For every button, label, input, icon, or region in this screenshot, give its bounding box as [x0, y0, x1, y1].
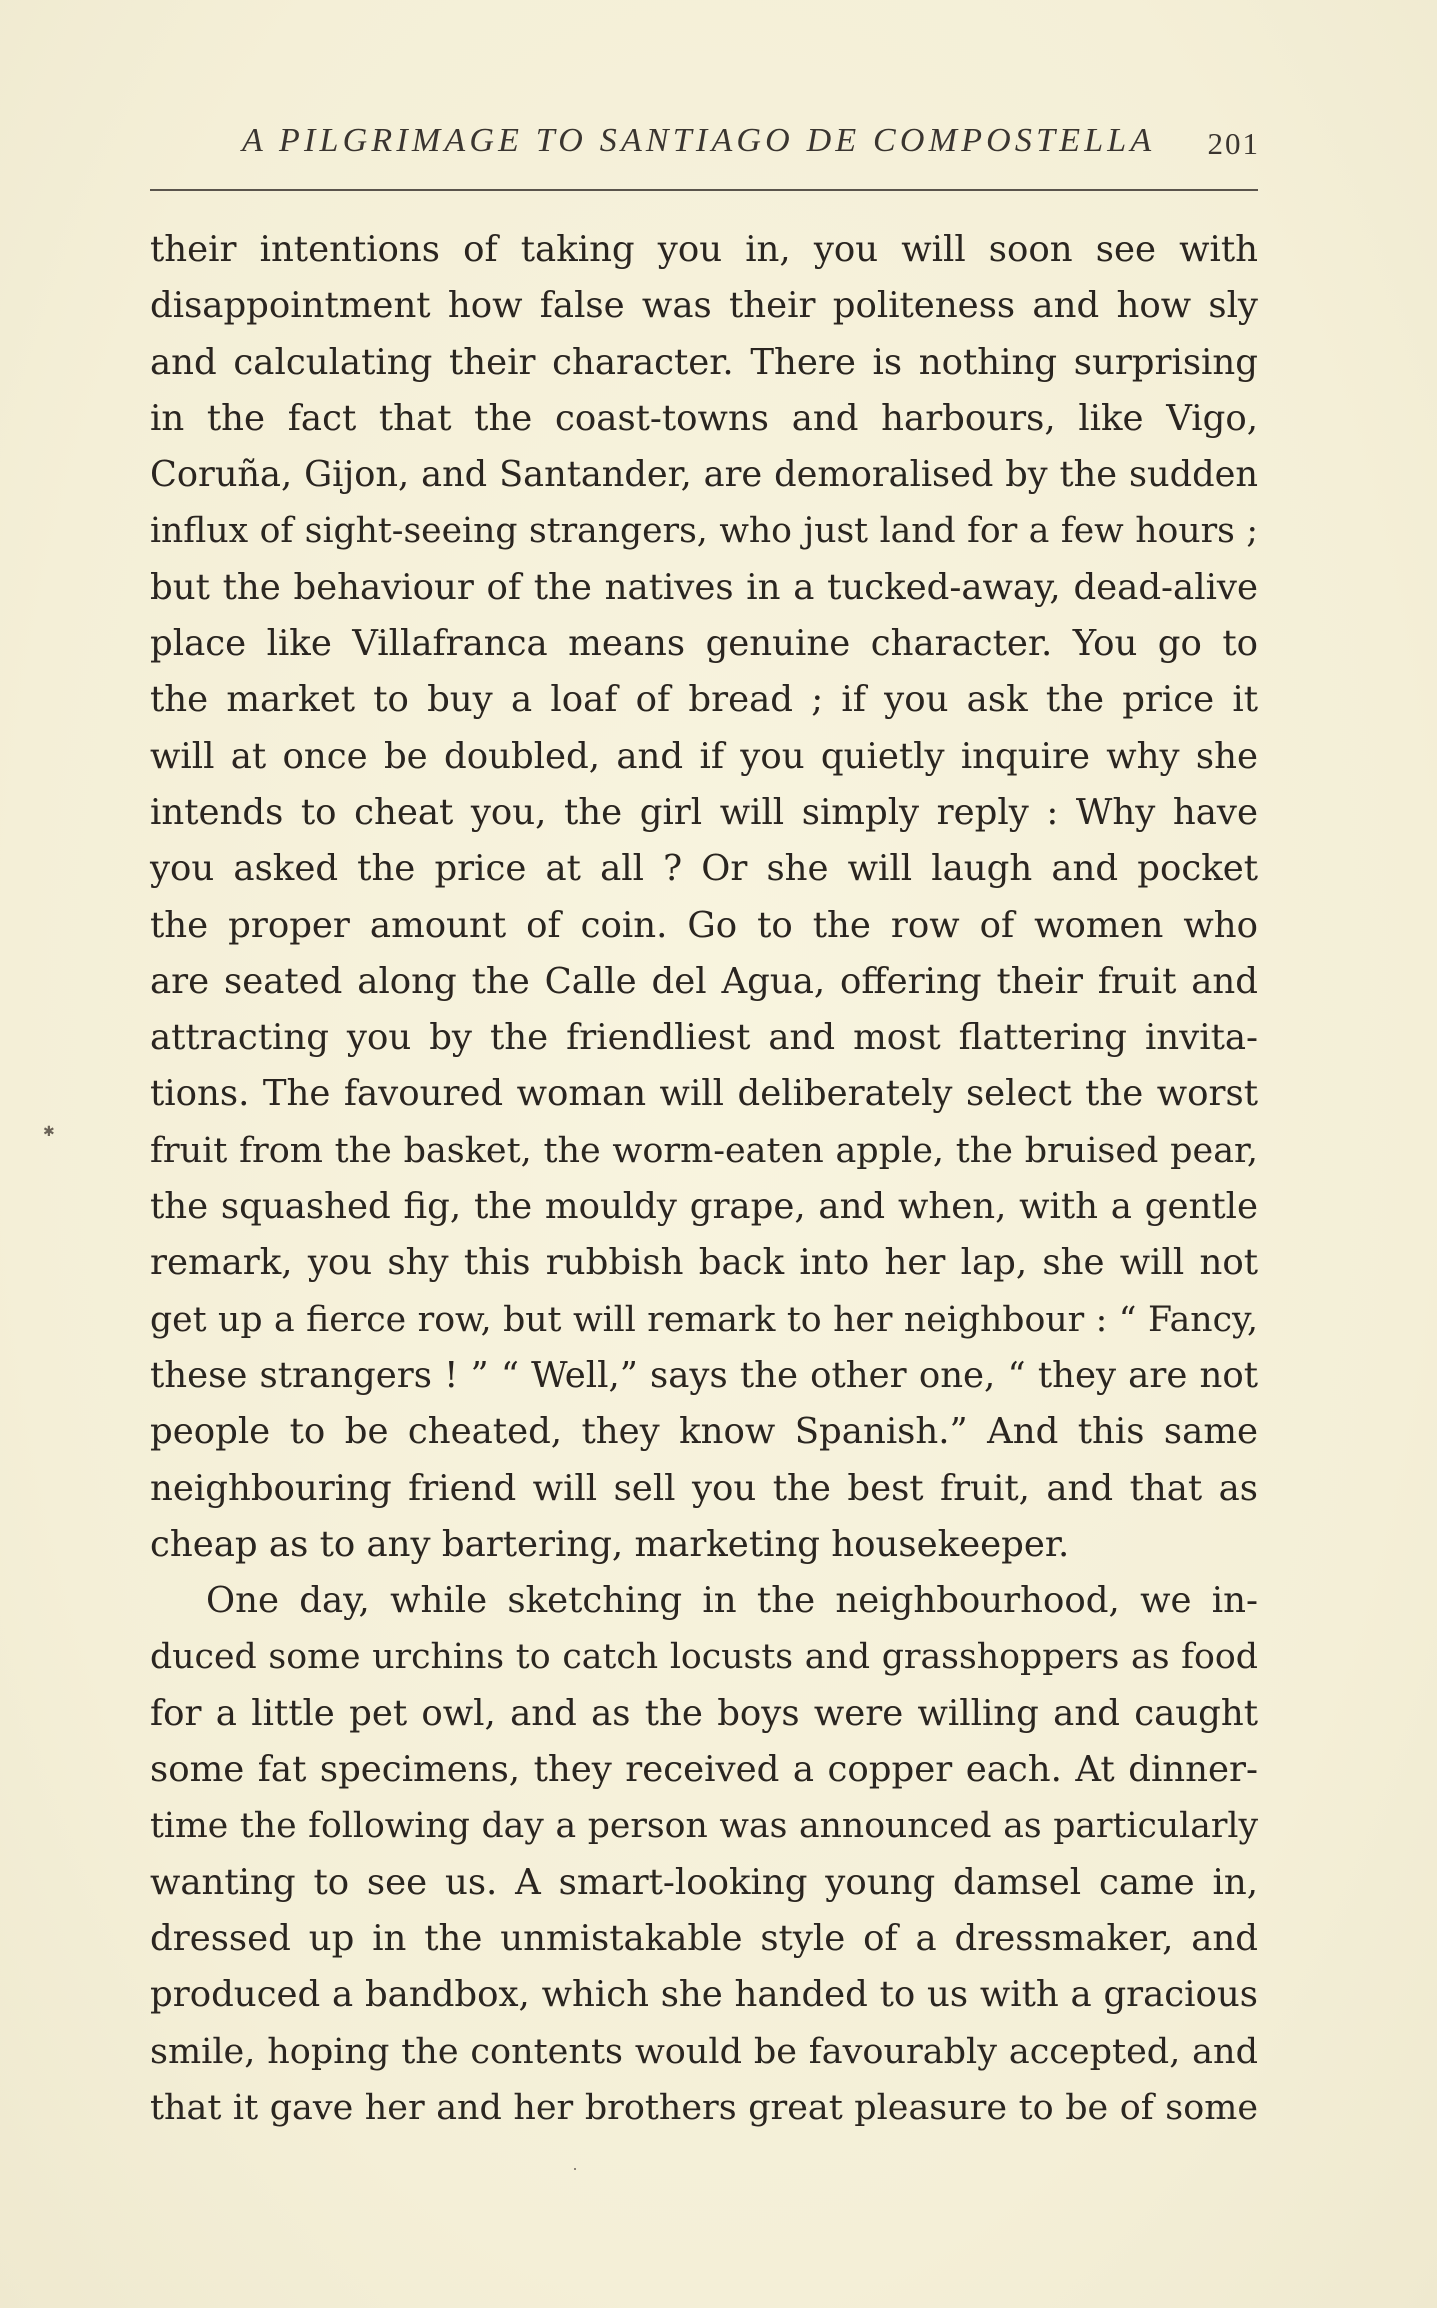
text-line: people to be cheated, they know Spanish.” And this same	[150, 1411, 1258, 1453]
text-line: their intentions of taking you in, you will soon see with	[150, 229, 1258, 270]
text-line: intends to cheat you, the girl will simply reply : Why have	[150, 791, 1258, 833]
text-line: the proper amount of coin. Go to the row of women who	[150, 904, 1258, 946]
text-line: some fat specimens, they received a copper each. At dinner-	[150, 1749, 1258, 1791]
text-line: Coruña, Gijon, and Santander, are demoralised by the sudden	[150, 454, 1258, 496]
text-line: duced some urchins to catch locusts and grasshoppers as food	[150, 1637, 1258, 1678]
text-line: remark, you shy this rubbish back into her lap, she will not	[150, 1242, 1258, 1284]
text-line: produced a bandbox, which she handed to us with a gracious	[150, 1974, 1258, 2016]
text-line: you asked the price at all ? Or she will laugh and pocket	[150, 848, 1258, 890]
text-line: get up a fierce row, but will remark to her neighbour : “ Fancy,	[150, 1299, 1258, 1340]
text-line: in the fact that the coast-towns and harbours, like Vigo,	[150, 397, 1258, 439]
text-line: but the behaviour of the natives in a tucked-away, dead-alive	[150, 566, 1258, 608]
text-line: dressed up in the unmistakable style of a dressmaker, and	[150, 1917, 1258, 1959]
text-line: the market to buy a loaf of bread ; if you ask the price it	[150, 679, 1258, 721]
running-head: A PILGRIMAGE TO SANTIAGO DE COMPOSTELLA	[242, 122, 1156, 159]
text-line: the squashed fig, the mouldy grape, and when, with a gentle	[150, 1186, 1258, 1228]
text-line: attracting you by the friendliest and most flattering invita-	[150, 1017, 1258, 1059]
text-line: and calculating their character. There is nothing surprising	[150, 341, 1258, 383]
body-text	[150, 222, 1258, 2136]
text-line: will at once be doubled, and if you quietly inquire why she	[150, 735, 1258, 777]
text-line: influx of sight-seeing strangers, who just land for a few hours ;	[150, 511, 1258, 552]
text-line: neighbouring friend will sell you the best fruit, and that as	[150, 1467, 1258, 1509]
margin-mark: ✱	[43, 1124, 55, 1140]
paragraph-end-line: cheap as to any bartering, marketing housekeeper.	[150, 1523, 1070, 1565]
page-number: 201	[1207, 126, 1260, 161]
text-line: wanting to see us. A smart-looking young damsel came in,	[150, 1861, 1258, 1903]
text-line: these strangers ! ” “ Well,” says the other one, “ they are not	[150, 1354, 1258, 1396]
foot-speck	[574, 2168, 576, 2170]
page-header	[150, 118, 1260, 168]
paragraph-start-line: One day, while sketching in the neighbourhood, we in-	[206, 1580, 1258, 1622]
text-line: for a little pet owl, and as the boys were willing and caught	[150, 1692, 1258, 1734]
text-line: that it gave her and her brothers great pleasure to be of some	[150, 2087, 1258, 2128]
text-line: smile, hoping the contents would be favourably accepted, and	[150, 2031, 1258, 2072]
text-line: time the following day a person was announced as particularly	[150, 1806, 1258, 1847]
text-line: fruit from the basket, the worm-eaten apple, the bruised pear,	[150, 1130, 1258, 1171]
text-line: disappointment how false was their politeness and how sly	[150, 285, 1258, 327]
text-line: tions. The favoured woman will deliberately select the worst	[150, 1073, 1258, 1115]
header-rule	[150, 189, 1258, 191]
text-line: place like Villafranca means genuine character. You go to	[150, 623, 1258, 665]
text-line: are seated along the Calle del Agua, offering their fruit and	[150, 960, 1258, 1002]
